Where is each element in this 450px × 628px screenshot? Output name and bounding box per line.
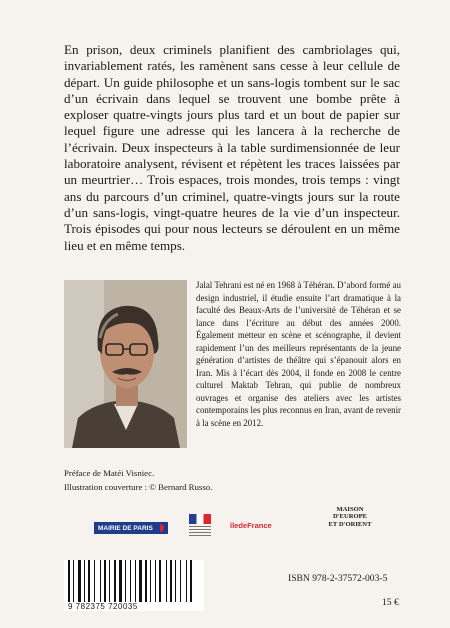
- barcode-stripe: [152, 560, 154, 602]
- barcode-stripe: [139, 560, 142, 602]
- barcode-stripe: [94, 560, 95, 602]
- barcode-stripe: [190, 560, 192, 602]
- barcode-stripe: [117, 560, 118, 602]
- barcode-stripe: [127, 560, 129, 602]
- barcode-stripe: [135, 560, 136, 602]
- barcode-stripe: [75, 560, 77, 602]
- barcode-stripe: [68, 560, 70, 602]
- barcode-stripe: [119, 560, 122, 602]
- barcode-stripe: [188, 560, 189, 602]
- back-cover-blurb: [64, 42, 400, 254]
- barcode-stripe: [170, 560, 172, 602]
- barcode-stripe: [137, 560, 138, 602]
- barcode-stripe: [73, 560, 74, 602]
- maison-line-2: D'EUROPE: [332, 513, 368, 521]
- barcode-stripe: [96, 560, 99, 602]
- maison-line-3: ET D'ORIENT: [328, 520, 372, 528]
- ile-de-france-label: îledeFrance: [230, 521, 272, 530]
- maison-line-1: MAISON: [336, 506, 364, 513]
- barcode-stripe: [102, 560, 103, 602]
- barcode-stripe: [159, 560, 161, 602]
- author-bio: [196, 279, 401, 430]
- barcode-stripe: [162, 560, 165, 602]
- barcode-stripe: [145, 560, 147, 602]
- barcode-stripe: [193, 560, 194, 602]
- barcode-stripe: [157, 560, 158, 602]
- barcode-stripe: [143, 560, 144, 602]
- blurb-text: En prison, deux criminels planifient des cambriolages qui, invariablement ratés, les ramènent sans cesse à leur cellule de départ. Un guide philosophe et un sans-logis tombent sur le sac d’un écrivain dans lequel se trouvent une bombe prête à exploser quatre-vingts jours plus tard et un bout de papier sur lequel figure une adresse qui les lancera à la recherche de l’écrivain. Deux inspecteurs à la table surdimensionnée de leur laboratoire analysent, révisent et répètent les traces laissées par un meurtrier… Trois espaces, trois mondes, trois temps : vingt ans du parcours d’un criminel, quatre-vingts jours sur la route d’un sans-logis, vingt-quatre heures de la vie d’un inspecteur. Trois épisodes qui pour nous lecteurs se déroulent en un même lieu et en même temps.: [64, 42, 400, 253]
- barcode-stripe: [130, 560, 131, 602]
- barcode-stripe: [175, 560, 176, 602]
- barcode-stripe: [182, 560, 185, 602]
- barcode-stripe: [91, 560, 93, 602]
- preface-credit: Préface de Matéi Visniec.: [64, 468, 155, 478]
- barcode-stripe: [132, 560, 134, 602]
- barcode-stripe: [114, 560, 116, 602]
- maison-europe-orient-logo: [320, 506, 380, 528]
- barcode-stripe: [180, 560, 181, 602]
- barcode-stripe: [100, 560, 101, 602]
- barcode-stripe: [177, 560, 179, 602]
- ministry-text-mark: [189, 526, 211, 536]
- barcode-stripe: [166, 560, 167, 602]
- barcode-stripe: [71, 560, 72, 602]
- barcode-stripe: [107, 560, 108, 602]
- barcode-stripe: [125, 560, 126, 602]
- ile-de-france-logo: [230, 521, 272, 530]
- barcode-stripe: [150, 560, 151, 602]
- author-photo: [64, 280, 187, 448]
- barcode-stripe: [86, 560, 87, 602]
- author-bio-text: Jalal Tehrani est né en 1968 à Téhéran. D’abord formé au design industriel, il étudie ensuite l’art dramatique à la faculté des Beaux-Arts de l’université de Téhéran et se lance dans l’écriture au début des années 2000. Également metteur en scène et scénographe, il devient rapidement l’un des meilleurs représentants de la jeune génération d’artistes de théâtre qui s’épanouit alors en Iran. Mis à l’écart dès 2004, il fonde en 2008 le centre culturel Maktab Tehran, qui publie de nombreux ouvrages et organise des ateliers avec les artistes contemporains les plus reconnus en Iran, avant de revenir à la scène en 2012.: [196, 280, 401, 429]
- barcode-stripe: [104, 560, 106, 602]
- barcode-stripe: [111, 560, 113, 602]
- ministry-culture-logo: [188, 514, 212, 538]
- mairie-de-paris-logo: [94, 522, 168, 534]
- isbn-barcode: [64, 560, 204, 612]
- barcode-stripe: [123, 560, 124, 602]
- barcode-stripe: [82, 560, 83, 602]
- barcode-stripe: [88, 560, 90, 602]
- french-flag-icon: [189, 514, 211, 524]
- barcode-bars: [64, 560, 204, 602]
- barcode-stripe: [186, 560, 187, 602]
- barcode-stripe: [78, 560, 81, 602]
- illustration-credit: Illustration couverture : © Bernard Russo.: [64, 482, 213, 492]
- partner-logos: [64, 506, 400, 542]
- paris-emblem-icon: [156, 524, 164, 532]
- barcode-stripe: [168, 560, 169, 602]
- isbn-text: ISBN 978-2-37572-003-5: [288, 573, 388, 584]
- barcode-stripe: [173, 560, 174, 602]
- barcode-stripe: [84, 560, 85, 602]
- barcode-number: 9 782375 720035: [64, 602, 204, 611]
- credits: [64, 466, 212, 494]
- mairie-de-paris-label: MAIRIE DE PARIS: [98, 524, 153, 532]
- barcode-stripe: [109, 560, 110, 602]
- barcode-stripe: [148, 560, 149, 602]
- barcode-stripe: [155, 560, 156, 602]
- price-text: 15 €: [382, 597, 399, 608]
